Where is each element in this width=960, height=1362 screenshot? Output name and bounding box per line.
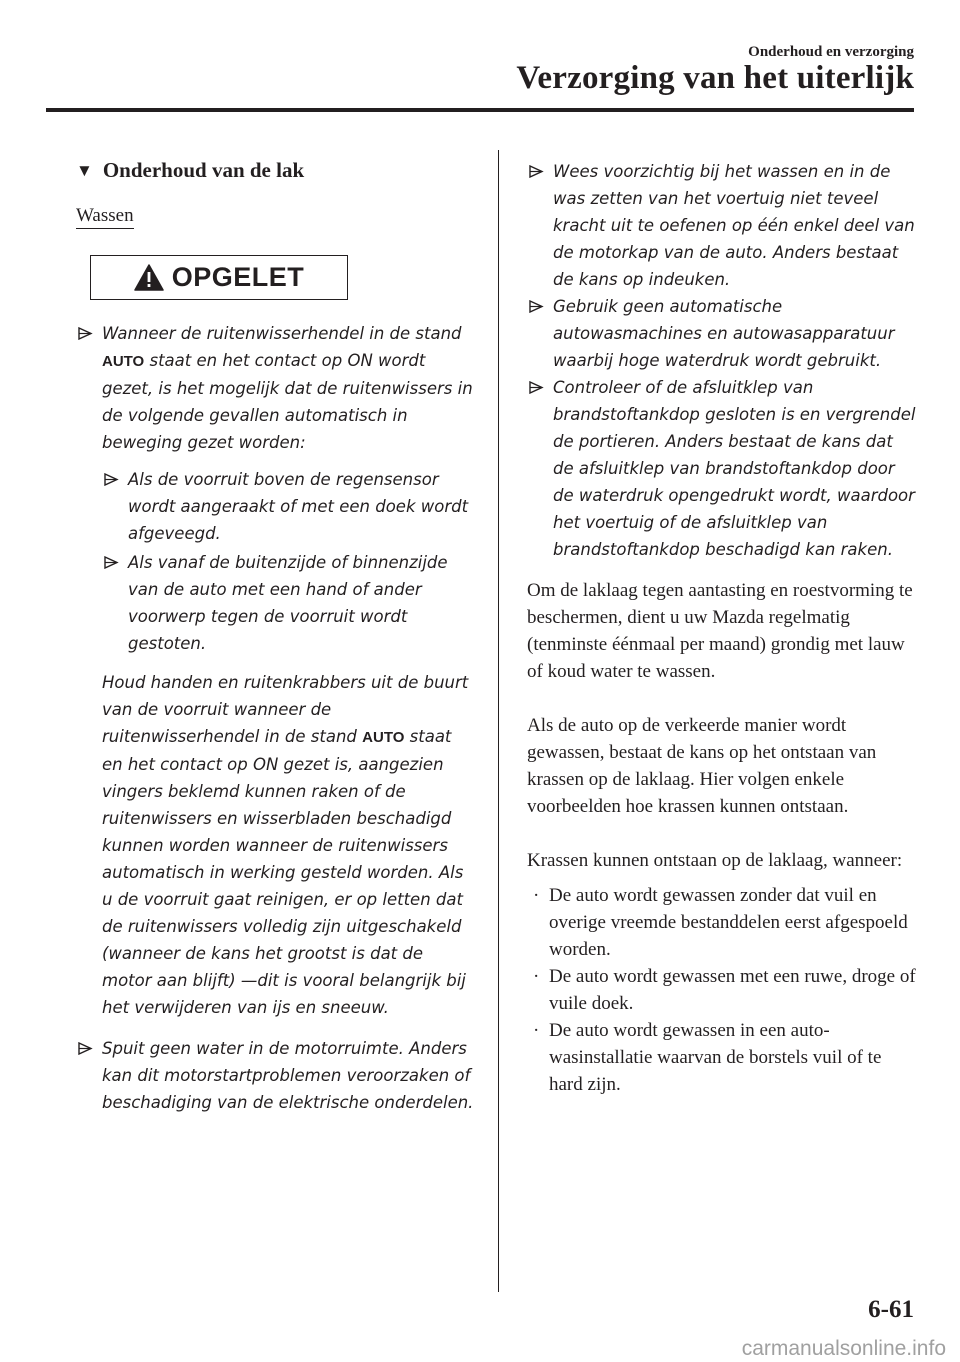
caution-list-continued bbox=[527, 158, 917, 563]
caution-text: Wanneer de ruitenwisserhendel in de stand bbox=[102, 324, 462, 343]
arrow-bullet-icon bbox=[529, 381, 544, 394]
body-paragraph: Als de auto op de verkeerde manier wordt gewassen, bestaat de kans op het ontstaan van krassen op de laklaag. Hier volgen enkele voorbeelden hoe krassen kunnen ontstaan. bbox=[527, 715, 877, 817]
header-rule bbox=[46, 108, 914, 112]
left-column bbox=[76, 158, 476, 1116]
caution-text: Spuit geen water in de motorruimte. Anders kan dit motorstartproblemen veroorzaken of beschadiging van de elektrische onderdelen. bbox=[102, 1039, 474, 1112]
caution-list bbox=[76, 320, 476, 1116]
note-text: Houd handen en ruitenkrabbers uit de buurt van de voorruit wanneer de ruitenwisserhendel in de stand bbox=[102, 673, 469, 746]
body-paragraph: Om de laklaag tegen aantasting en roestvorming te beschermen, dient u uw Mazda regelmatig (tenminste éénmaal per maand) grondig met lauw of koud water te wassen. bbox=[527, 580, 913, 682]
list-item bbox=[527, 1017, 917, 1098]
nested-text: Als de voorruit boven de regensensor wordt aangeraakt of met een doek wordt afgeveegd. bbox=[128, 470, 469, 543]
auto-mode-label: AUTO bbox=[102, 353, 145, 370]
section-heading-text: Onderhoud van de lak bbox=[102, 158, 305, 182]
caution-item bbox=[527, 293, 917, 374]
caution-item bbox=[76, 320, 476, 1021]
list-item-text: De auto wordt gewassen met een ruwe, droge of vuile doek. bbox=[549, 966, 916, 1014]
page-title: Verzorging van het uiterlijk bbox=[516, 60, 914, 96]
list-item-text: De auto wordt gewassen in een auto-wasinstallatie waarvan de borstels vuil of te hard zijn. bbox=[549, 1020, 882, 1095]
page-number: 6-61 bbox=[868, 1296, 914, 1323]
scratch-causes-list bbox=[527, 882, 917, 1098]
arrow-bullet-icon bbox=[78, 327, 93, 340]
column-divider bbox=[498, 150, 499, 1292]
subheading-wassen: Wassen bbox=[76, 205, 134, 229]
right-column bbox=[527, 158, 917, 1098]
caution-text: staat en het contact op ON wordt gezet, is het mogelijk dat de ruitenwissers in de volgende gevallen automatisch in beweging gezet worden: bbox=[102, 351, 473, 452]
caution-item bbox=[527, 374, 917, 563]
arrow-bullet-icon bbox=[78, 1042, 93, 1055]
note-text: staat en het contact op ON gezet is, aangezien vingers beklemd kunnen raken of de ruitenwissers en wisserbladen beschadigd kunnen worden wanneer de ruitenwissers automatisch in werking gesteld worden. Als u de voorruit gaat reinigen, er op letten dat de ruitenwissers volledig zijn uitgeschakeld (wanneer de kans het grootst is dat de motor aan blijft) —dit is vooral belangrijk bij het verwijderen van ijs en sneeuw. bbox=[102, 727, 466, 1017]
caution-box bbox=[90, 255, 348, 300]
section-heading bbox=[76, 158, 476, 183]
arrow-bullet-icon bbox=[529, 165, 544, 178]
caution-text: Controleer of de afsluitklep van brandstoftankdop gesloten is en vergrendel de portieren. Anders bestaat de kans dat de afsluitklep van brandstoftankdop door de waterdruk opengedrukt wordt, waardoor het voertuig of de afsluitklep van brandstoftankdop beschadigd kan raken. bbox=[553, 378, 916, 559]
caution-text: Gebruik geen automatische autowasmachines en autowasapparatuur waarbij hoge waterdruk wordt gebruikt. bbox=[553, 297, 895, 370]
warning-triangle-icon bbox=[134, 264, 164, 291]
list-item bbox=[527, 882, 917, 963]
caution-label: OPGELET bbox=[171, 262, 305, 292]
caution-item bbox=[527, 158, 917, 293]
nested-item bbox=[102, 549, 476, 657]
nested-item bbox=[102, 466, 476, 547]
triangle-down-icon: ▼ bbox=[76, 160, 93, 180]
bullet-dot-icon: · bbox=[533, 1020, 540, 1041]
auto-mode-label: AUTO bbox=[362, 729, 405, 746]
arrow-bullet-icon bbox=[529, 300, 544, 313]
bullet-dot-icon: · bbox=[533, 885, 540, 906]
arrow-bullet-icon bbox=[104, 556, 119, 569]
watermark: carmanualsonline.info bbox=[741, 1337, 946, 1360]
nested-text: Als vanaf de buitenzijde of binnenzijde van de auto met een hand of ander voorwerp tegen de voorruit wordt gestoten. bbox=[128, 553, 448, 653]
arrow-bullet-icon bbox=[104, 473, 119, 486]
caution-text: Wees voorzichtig bij het wassen en in de was zetten van het voertuig niet teveel kracht uit te oefenen op één enkel deel van de motorkap van de auto. Anders bestaat de kans op indeuken. bbox=[553, 162, 915, 289]
list-item bbox=[527, 963, 917, 1017]
caution-note bbox=[102, 669, 476, 1021]
body-paragraph: Krassen kunnen ontstaan op de laklaag, wanneer: bbox=[527, 850, 903, 871]
list-item-text: De auto wordt gewassen zonder dat vuil en overige vreemde bestanddelen eerst afgespoeld worden. bbox=[549, 885, 908, 960]
nested-list bbox=[102, 466, 476, 657]
bullet-dot-icon: · bbox=[533, 966, 540, 987]
caution-item bbox=[76, 1035, 476, 1116]
running-section-title: Onderhoud en verzorging bbox=[748, 44, 914, 60]
